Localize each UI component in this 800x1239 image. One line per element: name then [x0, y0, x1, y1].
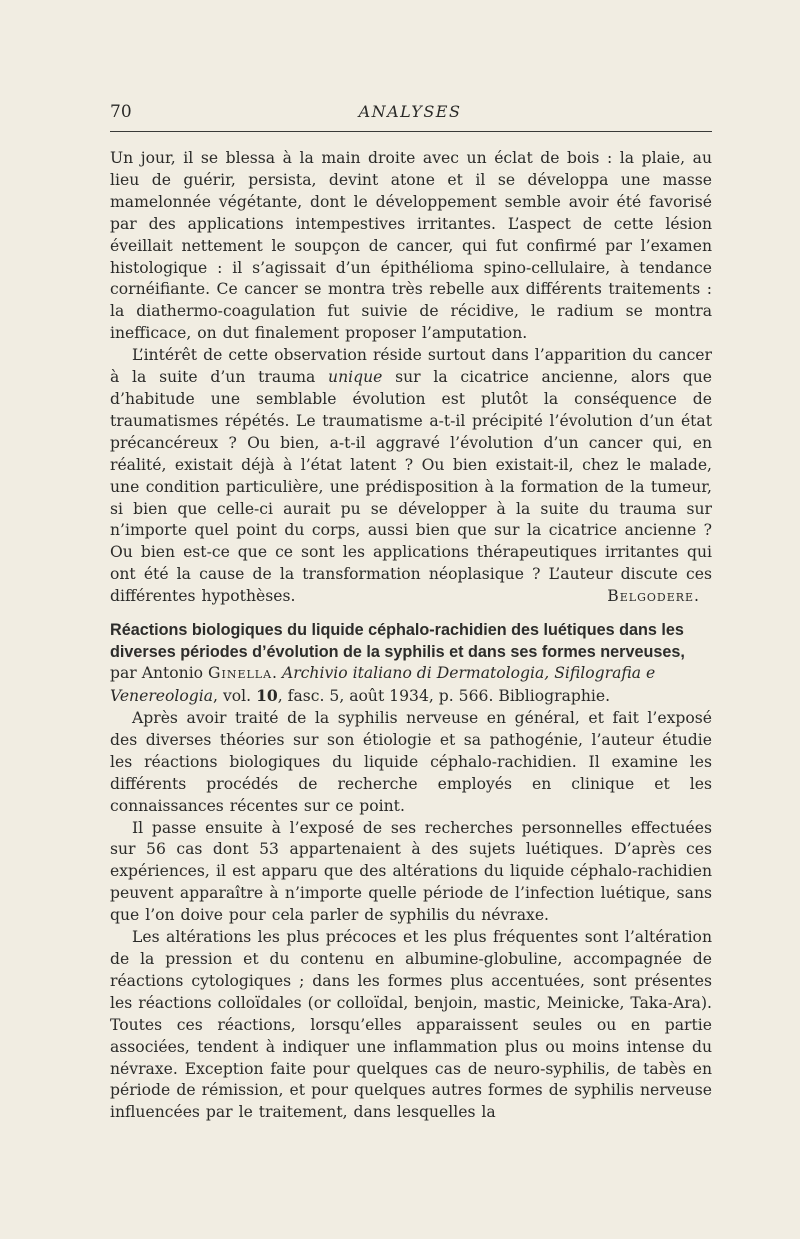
page-number: 70	[110, 102, 132, 122]
article-2-paragraph-2: Il passe ensuite à l’exposé de ses recherches personnelles effectuées sur 56 cas dont 53 appartenaient à des sujets luétiques. D’après ces expériences, il est apparu que des altérations du liquide céphalo-rachidien peuvent apparaître à n’importe quelle période de l’infection luétique, sans que l’on doive pour cela parler de syphilis du névraxe.	[110, 818, 712, 925]
article-1-paragraph-1: Un jour, il se blessa à la main droite avec un éclat de bois : la plaie, au lieu de guérir, persista, devint atone et il se développa une masse mamelonnée végétante, dont le développement semble avoir été favorisé par des applications intempestives irritantes. L’aspect de cette lésion éveillait nettement le soupçon de cancer, qui fut confirmé par l’examen histologique : il s’agissait d’un épithélioma spino-cellulaire, à tendance cornéifiante. Ce cancer se montra très rebelle aux différents traitements : la diathermo-coagulation fut suivie de récidive, le radium se montra inefficace, on dut finalement proposer l’amputation.	[110, 149, 712, 343]
article-2-volume: 10	[256, 685, 278, 705]
paragraph-2-text-b: sur la cicatrice ancienne, alors que d’habitude une semblable évolution est plutôt la conséquence de traumatismes répétés. Le traumatisme a-t-il précipité l’évolution d’un état précancéreux ? Ou bien, a-t-il aggravé l’évolution d’un cancer qui, en réalité, existait déjà à l’état latent ? Ou bien existait-il, chez le malade, une condition particulière, une prédisposition à la formation de la tumeur, si bien que celle-ci aurait pu se développer à la suite du trauma sur n’importe quel point du corps, aussi bien que sur la cicatrice ancienne ? Ou bien est-ce que ce sont les applications thérapeutiques irritantes qui ont été la cause de la transformation néoplasique ? L’auteur discute ces différentes hypothèses.	[110, 368, 713, 606]
article-2-vol-prefix: , vol.	[213, 686, 257, 705]
article-2-by: par Antonio	[110, 664, 209, 682]
article-2-journal: Archivio italiano di Dermatologia, Sifilografia e Venereologia	[110, 664, 656, 705]
page-header	[110, 100, 710, 130]
article-2-heading	[110, 620, 712, 707]
article-2-details: , fasc. 5, août 1934, p. 566. Bibliographie.	[277, 686, 611, 705]
article-2-author: Ginella	[208, 664, 273, 682]
article-1-author: Belgodere.	[607, 587, 700, 606]
article-1-body	[110, 148, 712, 608]
paragraph-2-text-a: L’intérêt de cette observation réside surtout dans l’apparition du cancer à la suite d’un trauma	[110, 346, 712, 387]
article-2-body	[110, 708, 712, 1124]
article-2-title: Réactions biologiques du liquide céphalo-rachidien des luétiques dans les diverses périodes d’évolution de la syphilis et dans ses formes nerveuses,	[110, 621, 685, 661]
header-rule	[110, 131, 712, 132]
running-title: ANALYSES	[358, 102, 462, 121]
article-2-paragraph-3: Les altérations les plus précoces et les plus fréquentes sont l’altération de la pression et du contenu en albumine-globuline, accompagnée de réactions cytologiques ; dans les formes plus accentuées, sont présentes les réactions colloïdales (or colloïdal, benjoin, mastic, Meinicke, Taka-Ara). Toutes ces réactions, lorsqu’elles apparaissent seules ou en partie associées, tendent à indiquer une inflammation plus ou moins intense du névraxe. Exception faite pour quelques cas de neuro-syphilis, de tabès en période de rémission, et pour quelques autres formes de syphilis nerveuse influencées par le traitement, dans lesquelles la	[110, 928, 712, 1122]
article-2-after-author: .	[272, 664, 282, 682]
article-2-paragraph-1: Après avoir traité de la syphilis nerveuse en général, et fait l’exposé des diverses théories sur son étiologie et sa pathogénie, l’auteur étudie les réactions biologiques du liquide céphalo-rachidien. Il examine les différents procédés de recherche employés en clinique et les connaissances récentes sur ce point.	[110, 709, 712, 815]
paragraph-2-emphasis: unique	[328, 368, 383, 387]
article-1-paragraph-2	[110, 345, 712, 608]
